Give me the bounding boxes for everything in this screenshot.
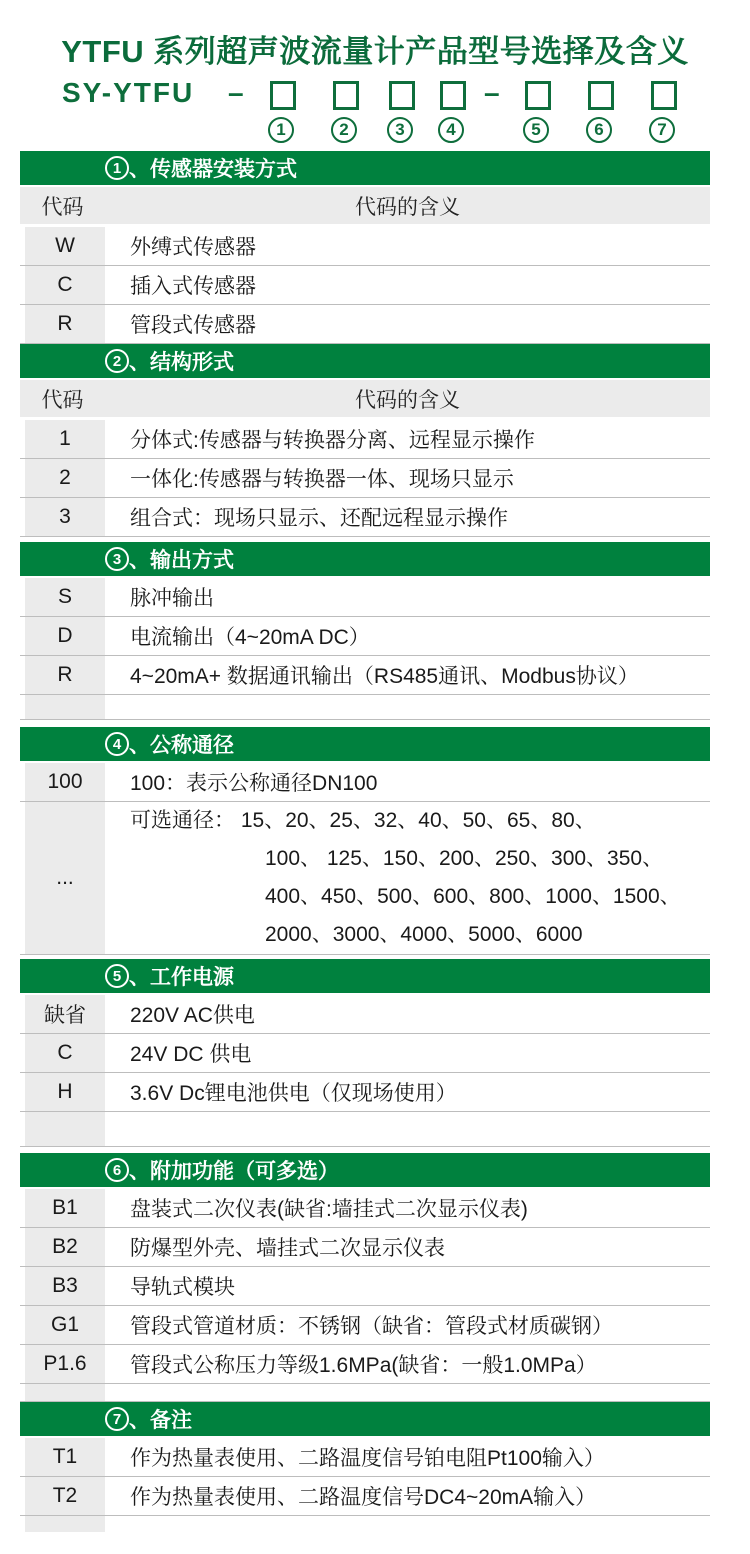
- section-number-icon: 7: [105, 1407, 129, 1431]
- position-number-5: 5: [523, 117, 549, 143]
- diameter-options-line: 400、450、500、600、800、1000、1500、: [265, 885, 681, 908]
- row-code: [25, 1112, 105, 1146]
- table-row: [20, 266, 710, 305]
- row-code: B3: [25, 1267, 105, 1305]
- row-desc: 3.6V Dc锂电池供电（仅现场使用）: [105, 1073, 710, 1111]
- row-desc: 盘装式二次仪表(缺省:墙挂式二次显示仪表): [105, 1189, 710, 1227]
- table-row: [20, 459, 710, 498]
- table-header-row: [20, 187, 710, 224]
- position-number-3: 3: [387, 117, 413, 143]
- header-code: 代码: [41, 388, 84, 412]
- row-desc: 外缚式传感器: [105, 227, 710, 265]
- row-desc: 插入式传感器: [105, 266, 710, 304]
- header-meaning: 代码的含义: [355, 195, 460, 219]
- row-desc: 管段式公称压力等级1.6MPa(缺省：一般1.0MPa）: [105, 1345, 710, 1383]
- row-desc: 分体式:传感器与转换器分离、远程显示操作: [105, 420, 710, 458]
- model-dash: –: [228, 77, 244, 108]
- row-code: C: [25, 1034, 105, 1072]
- row-code: 2: [25, 459, 105, 497]
- row-desc: 管段式传感器: [105, 305, 710, 343]
- position-number-1: 1: [268, 117, 294, 143]
- model-code-box-1: [270, 81, 296, 110]
- section-number-icon: 3: [105, 547, 129, 571]
- model-code-box-2: [333, 81, 359, 110]
- sections-block: [20, 151, 710, 1532]
- section-header-additional-functions: [20, 1153, 710, 1187]
- model-code-diagram: [0, 77, 750, 151]
- section-title: 、备注: [129, 1409, 192, 1432]
- empty-row-stub: [20, 1516, 710, 1532]
- row-code: [25, 1384, 105, 1401]
- header-code: 代码: [41, 195, 84, 219]
- model-code-box-4: [440, 81, 466, 110]
- row-code: [25, 695, 105, 719]
- row-desc: [105, 1384, 710, 1401]
- row-code: D: [25, 617, 105, 655]
- table-row: [20, 656, 710, 695]
- table-row: [20, 1189, 710, 1228]
- section-header-structure: [20, 344, 710, 378]
- row-desc: 组合式：现场只显示、还配远程显示操作: [105, 498, 710, 536]
- row-desc: 脉冲输出: [105, 578, 710, 616]
- diameter-options-line: 2000、3000、4000、5000、6000: [265, 923, 583, 946]
- section-title: 、输出方式: [129, 549, 234, 572]
- model-prefix: SY-YTFU: [62, 77, 195, 108]
- section-title: 、公称通径: [129, 734, 234, 757]
- model-dash: –: [484, 77, 500, 108]
- row-code: W: [25, 227, 105, 265]
- row-desc: 作为热量表使用、二路温度信号铂电阻Pt100输入）: [105, 1438, 710, 1476]
- table-row: [20, 1228, 710, 1267]
- empty-row: [20, 1112, 710, 1147]
- empty-row: [20, 1384, 710, 1402]
- table-row: [20, 420, 710, 459]
- row-code: S: [25, 578, 105, 616]
- section-header-diameter: [20, 727, 710, 761]
- model-code-box-7: [651, 81, 677, 110]
- table-row: [20, 578, 710, 617]
- row-code: R: [25, 656, 105, 694]
- section-header-output: [20, 542, 710, 576]
- section-number-icon: 4: [105, 732, 129, 756]
- table-header-row: [20, 380, 710, 417]
- header-meaning: 代码的含义: [355, 388, 460, 412]
- section-title: 、附加功能（可多选）: [129, 1160, 339, 1183]
- row-desc: 4~20mA+ 数据通讯输出（RS485通讯、Modbus协议）: [105, 656, 710, 694]
- section-title: 、工作电源: [129, 966, 234, 989]
- table-row: [20, 617, 710, 656]
- row-code: 100: [25, 763, 105, 801]
- row-code: G1: [25, 1306, 105, 1344]
- model-code-box-6: [588, 81, 614, 110]
- row-code: 3: [25, 498, 105, 536]
- table-row: [20, 1034, 710, 1073]
- table-row: [20, 227, 710, 266]
- table-row: [20, 763, 710, 802]
- section-header-sensor-install: [20, 151, 710, 185]
- table-row: [20, 1477, 710, 1516]
- empty-row: [20, 695, 710, 720]
- table-row: [20, 1345, 710, 1384]
- page-title: YTFU 系列超声波流量计产品型号选择及含义: [61, 34, 689, 69]
- model-code-box-5: [525, 81, 551, 110]
- row-desc: 电流输出（4~20mA DC）: [105, 617, 710, 655]
- row-desc: 220V AC供电: [105, 995, 710, 1033]
- section-number-icon: 5: [105, 964, 129, 988]
- row-desc: [105, 695, 710, 719]
- table-row: [20, 995, 710, 1034]
- section-number-icon: 1: [105, 156, 129, 180]
- position-number-6: 6: [586, 117, 612, 143]
- row-code: ...: [25, 802, 105, 954]
- row-desc: 作为热量表使用、二路温度信号DC4~20mA输入）: [105, 1477, 710, 1515]
- table-row: [20, 1267, 710, 1306]
- row-desc: 管段式管道材质：不锈钢（缺省：管段式材质碳钢）: [105, 1306, 710, 1344]
- table-row: [20, 305, 710, 344]
- row-code: T1: [25, 1438, 105, 1476]
- row-code: [25, 1516, 105, 1532]
- row-code: T2: [25, 1477, 105, 1515]
- position-number-2: 2: [331, 117, 357, 143]
- row-desc: 24V DC 供电: [105, 1034, 710, 1072]
- row-code: B2: [25, 1228, 105, 1266]
- row-desc: 一体化:传感器与转换器一体、现场只显示: [105, 459, 710, 497]
- row-desc: [105, 1112, 710, 1146]
- table-row: [20, 1073, 710, 1112]
- table-row-multiline: [20, 802, 710, 955]
- section-title: 、传感器安装方式: [129, 158, 297, 181]
- row-code: P1.6: [25, 1345, 105, 1383]
- row-desc: [105, 1516, 710, 1532]
- model-code-box-3: [389, 81, 415, 110]
- row-code: B1: [25, 1189, 105, 1227]
- row-code: 缺省: [25, 995, 105, 1033]
- position-number-7: 7: [649, 117, 675, 143]
- section-header-power: [20, 959, 710, 993]
- table-row: [20, 1438, 710, 1477]
- section-number-icon: 6: [105, 1158, 129, 1182]
- row-code: 1: [25, 420, 105, 458]
- diameter-options-line: 可选通径： 15、20、25、32、40、50、65、80、: [130, 809, 596, 832]
- diameter-options-line: 100、 125、150、200、250、300、350、: [265, 847, 664, 870]
- row-code: R: [25, 305, 105, 343]
- row-desc: 100：表示公称通径DN100: [105, 763, 710, 801]
- row-code: C: [25, 266, 105, 304]
- row-desc: [105, 802, 710, 954]
- row-code: H: [25, 1073, 105, 1111]
- table-row: [20, 498, 710, 537]
- table-row: [20, 1306, 710, 1345]
- row-desc: 导轨式模块: [105, 1267, 710, 1305]
- section-number-icon: 2: [105, 349, 129, 373]
- position-number-4: 4: [438, 117, 464, 143]
- row-desc: 防爆型外壳、墙挂式二次显示仪表: [105, 1228, 710, 1266]
- section-title: 、结构形式: [129, 351, 234, 374]
- section-header-remarks: [20, 1402, 710, 1436]
